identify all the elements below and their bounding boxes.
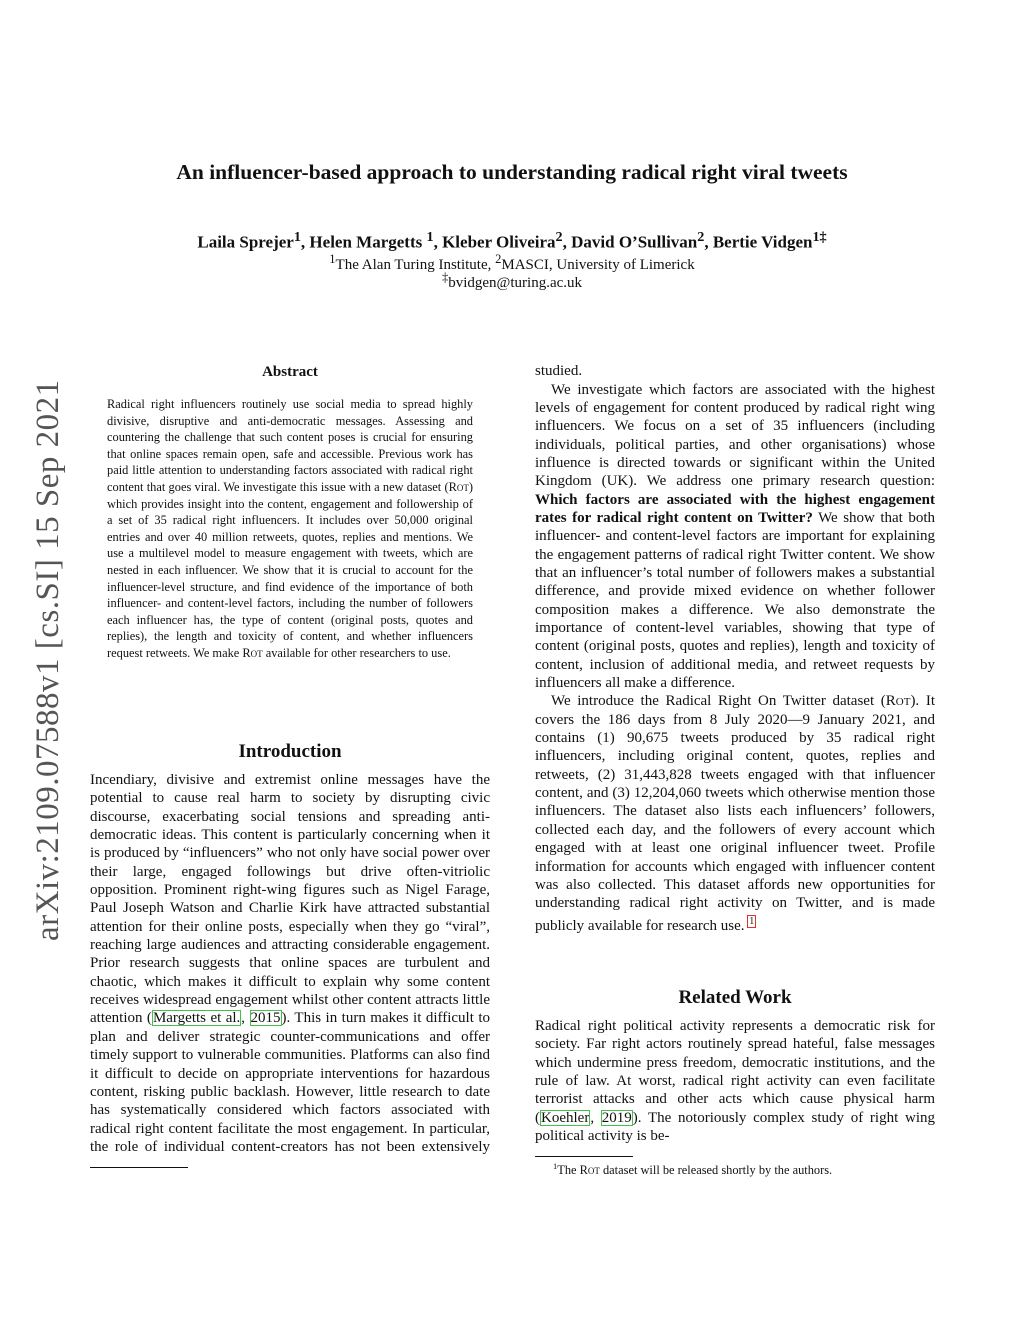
paragraph: Incendiary, divisive and extremist online messages have the potential to cause real harm to society by disrupting civic discourse, exacerbating social tensions and spreading anti-democratic ideas. This content is particularly concerning when it is produced by “influencers” who not only have social power over their large, engaged followings but drive often-vitriolic opposition. Prominent right-wing figures such as Nigel Farage, Paul Joseph Watson and Charlie Kirk have attracted substantial attention for their online posts, especially when they go “viral”, reaching large audiences and attracting considerable engagement. Prior research suggests that online spaces are turbulent and chaotic, which makes it difficult to explain why some content receives widespread engagement whilst other content attracts little attention (Margetts et al., 2015). This in turn makes it difficult to plan and deliver strategic counter-communications and offer timely support to vulnerable communities. Platforms can also find it difficult to decide on appropriate interventions for hazardous content, risking public backlash. However, little research to date has systematically considered which factors associated with radical right content facilitate the most engagement. In particular, the role of individual content-creators has not been extensively: [90, 772, 490, 1155]
paragraph: Radical right political activity represents a democratic risk for society. Far right actors routinely spread hateful, false messages which undermine press freedom, democratic institutions, and the rule of law. At worst, radical right activity can even facilitate terrorist attacks and other acts which cause physical harm (Koehler, 2019). The notoriously complex study of right wing political activity is be-: [535, 1018, 935, 1145]
footnote-rule-right: [535, 1156, 633, 1157]
citation-link[interactable]: Margetts et al.: [152, 1010, 241, 1027]
introduction-column-right: [535, 362, 935, 942]
contact-mark: ‡: [441, 270, 449, 284]
footnote: $^1$The Rot dataset will be released shortly by the authors.: [553, 1161, 833, 1178]
author-name: David O’Sullivan: [571, 232, 698, 252]
dataset-name: Rot: [242, 645, 263, 660]
section-heading-related-work: Related Work: [678, 987, 792, 1008]
author-name: Helen Margetts: [309, 232, 423, 252]
author-name: Bertie Vidgen: [712, 232, 813, 252]
citation-link[interactable]: Koehler: [541, 1109, 590, 1126]
paragraph: We introduce the Radical Right On Twitter dataset (Rot). It covers the 186 days from 8 July 2020—9 January 2021, and contains (1) 90,675 tweets produced by 35 radical right influencers, including original content, quotes, replies and retweets, (2) 31,443,828 tweets engaged with that influencer content, and (3) 12,204,060 tweets which otherwise mention those influencers. The dataset also lists each influencers’ followers, collected each day, and the followers of every account which engaged with at least one original influencer tweet. Profile information for accounts which engaged with influencer content was also collected. This dataset affords new opportunities for understanding radical right activity on Twitter, and is made publicly available for research use. $^1$: [535, 693, 935, 934]
email-address: bvidgen@turing.ac.uk: [448, 275, 583, 291]
citation-link[interactable]: 2015: [250, 1010, 281, 1027]
affiliation-mark: 1: [329, 252, 336, 266]
related-work-text: [535, 1017, 935, 1145]
author-name: Laila Sprejer: [197, 232, 294, 252]
paragraph-continuation: studied.: [535, 363, 583, 380]
author-list: Laila Sprejer$^1$, Helen Margetts $^1$, Kleber Oliveira$^2$, David O’Sullivan$^2$, Bertie Vidgen$^{1\ddagger}$: [197, 229, 827, 252]
author-mark: 2: [555, 229, 563, 245]
paper-title: An influencer-based approach to understanding radical right viral tweets: [176, 160, 848, 184]
author-name: Kleber Oliveira: [442, 232, 556, 252]
footnote-mark: 1: [553, 1161, 558, 1171]
footnote-link[interactable]: 1: [749, 915, 755, 927]
dataset-name: Rot: [885, 693, 911, 710]
footnote-rule-left: [90, 1167, 188, 1168]
author-mark: 1‡: [812, 229, 827, 245]
introduction-column-left: [90, 771, 490, 1156]
arxiv-stamp: arXiv:2109.07588v1 [cs.SI] 15 Sep 2021: [30, 379, 66, 941]
author-mark: 1: [293, 229, 301, 245]
affiliation-mark: 2: [495, 252, 502, 266]
author-mark: 1: [426, 229, 434, 245]
abstract-heading: Abstract: [262, 364, 318, 380]
contact-email: [0, 270, 1024, 292]
dataset-name: Rot: [448, 479, 469, 494]
author-mark: 2: [697, 229, 705, 245]
section-heading-introduction: Introduction: [238, 741, 342, 762]
citation-link[interactable]: 2019: [601, 1109, 632, 1126]
affiliation-text: MASCI, University of Limerick: [501, 257, 695, 273]
paragraph: We investigate which factors are associated with the highest levels of engagement for content produced by radical right wing influencers. We focus on a set of 35 influencers (including individuals, political parties, and other organisations) whose influence is directed towards or significant within the United Kingdom (UK). We address one primary research question: Which factors are associated with the highest engagement rates for radical right content on Twitter? We show that both influencer- and content-level factors are important for explaining the engagement patterns of radical right Twitter content. We show that an influencer’s total number of followers makes a substantial difference, and provide mixed evidence on whether follower composition makes a difference. We also demonstrate the importance of content-level variables, showing that type of content (original posts, quotes and replies), length and toxicity of content, inclusion of additional media, and retweet requests by influencers all make a difference.: [535, 381, 935, 692]
affiliation-text: The Alan Turing Institute,: [335, 257, 496, 273]
abstract-body: Radical right influencers routinely use social media to spread highly divisive, disruptive and anti-democratic messages. Assessing and countering the challenge that such content poses is crucial for ensuring that online spaces remain open, safe and accessible. Previous work has paid little attention to understanding factors associated with radical right content that goes viral. We investigate this issue with a new dataset (Rot) which provides insight into the content, engagement and followership of a set of 35 radical right influencers. It includes over 50,000 original entries and over 40 million retweets, quotes, replies and mentions. We use a multilevel model to measure engagement with tweets, which are nested in each influencer. We show that it is crucial to account for the influencer-level structure, and find evidence of the importance of both influencer- and content-level factors, including the number of followers each influencer has, the type of content (original posts, quotes and replies), the length and toxicity of content, and whether influencers request retweets. We make Rot available for other researchers to use.: [107, 397, 473, 660]
dataset-name: Rot: [579, 1163, 600, 1178]
